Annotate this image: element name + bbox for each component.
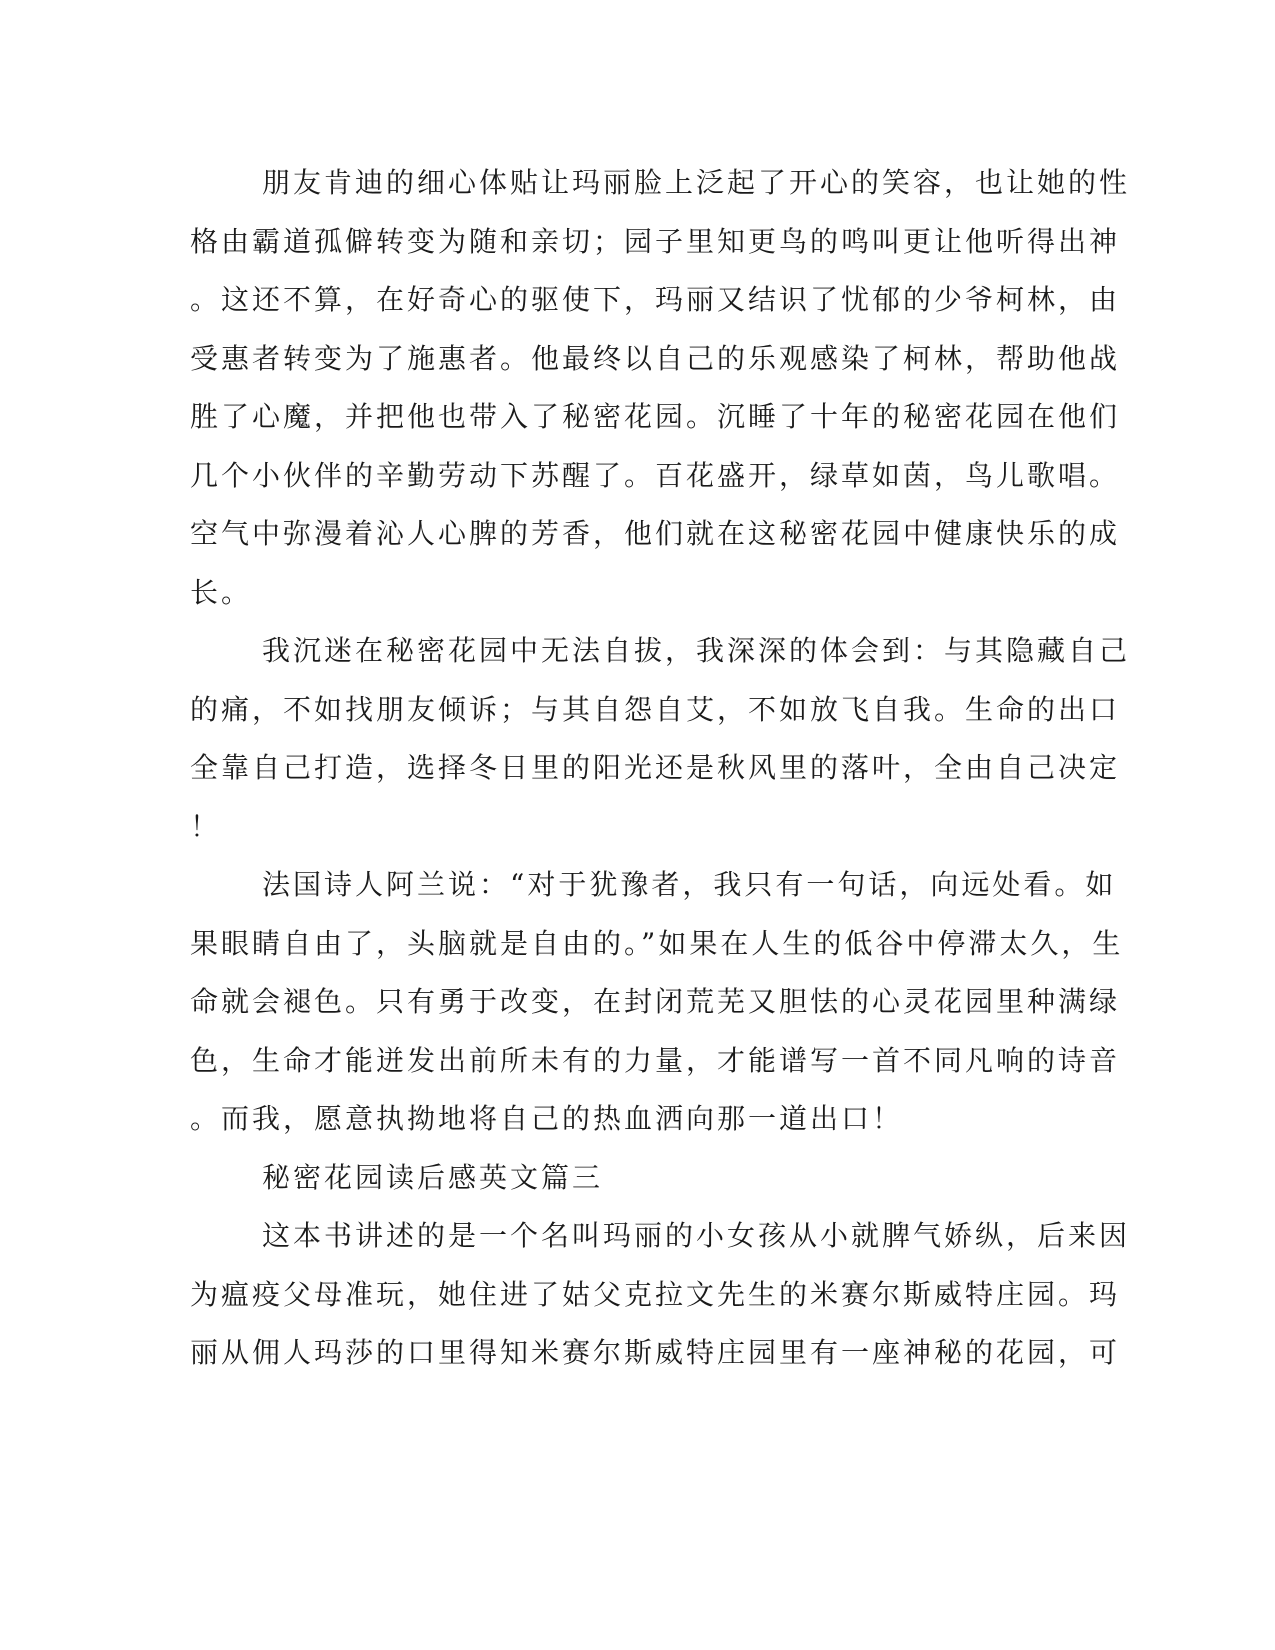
text-line: 法国诗人阿兰说：“对于犹豫者，我只有一句话，向远处看。如 <box>262 868 1117 901</box>
text-line: 丽从佣人玛莎的口里得知米赛尔斯威特庄园里有一座神秘的花园，可 <box>190 1336 1121 1369</box>
text-line: 果眼睛自由了，头脑就是自由的。”如果在人生的低谷中停滞太久，生 <box>190 927 1124 960</box>
text-line: 命就会褪色。只有勇于改变，在封闭荒芜又胆怯的心灵花园里种满绿 <box>190 985 1121 1018</box>
text-line: 几个小伙伴的辛勤劳动下苏醒了。百花盛开，绿草如茵，鸟儿歌唱。 <box>190 459 1121 492</box>
section-heading: 秘密花园读后感英文篇三 <box>262 1161 604 1194</box>
text-line: 。这还不算，在好奇心的驱使下，玛丽又结识了忧郁的少爷柯林，由 <box>190 283 1121 316</box>
text-line: 的痛，不如找朋友倾诉；与其自怨自艾，不如放飞自我。生命的出口 <box>190 693 1121 726</box>
text-line: 长。 <box>190 576 253 609</box>
text-line: 胜了心魔，并把他也带入了秘密花园。沉睡了十年的秘密花园在他们 <box>190 400 1121 433</box>
text-line: 全靠自己打造，选择冬日里的阳光还是秋风里的落叶，全由自己决定 <box>190 751 1121 784</box>
text-line: 空气中弥漫着沁人心脾的芳香，他们就在这秘密花园中健康快乐的成 <box>190 517 1121 550</box>
text-line: 朋友肯迪的细心体贴让玛丽脸上泛起了开心的笑容，也让她的性 <box>262 166 1131 199</box>
text-line: 我沉迷在秘密花园中无法自拔，我深深的体会到：与其隐藏自己 <box>262 634 1131 667</box>
text-line: 。而我，愿意执拗地将自己的热血洒向那一道出口！ <box>190 1102 904 1135</box>
text-line: ！ <box>190 810 222 843</box>
text-line: 格由霸道孤僻转变为随和亲切；园子里知更鸟的鸣叫更让他听得出神 <box>190 225 1121 258</box>
text-line: 色，生命才能迸发出前所未有的力量，才能谱写一首不同凡响的诗音 <box>190 1044 1121 1077</box>
text-line: 受惠者转变为了施惠者。他最终以自己的乐观感染了柯林，帮助他战 <box>190 342 1121 375</box>
text-line: 为瘟疫父母准玩，她住进了姑父克拉文先生的米赛尔斯威特庄园。玛 <box>190 1278 1121 1311</box>
text-line: 这本书讲述的是一个名叫玛丽的小女孩从小就脾气娇纵，后来因 <box>262 1219 1131 1252</box>
